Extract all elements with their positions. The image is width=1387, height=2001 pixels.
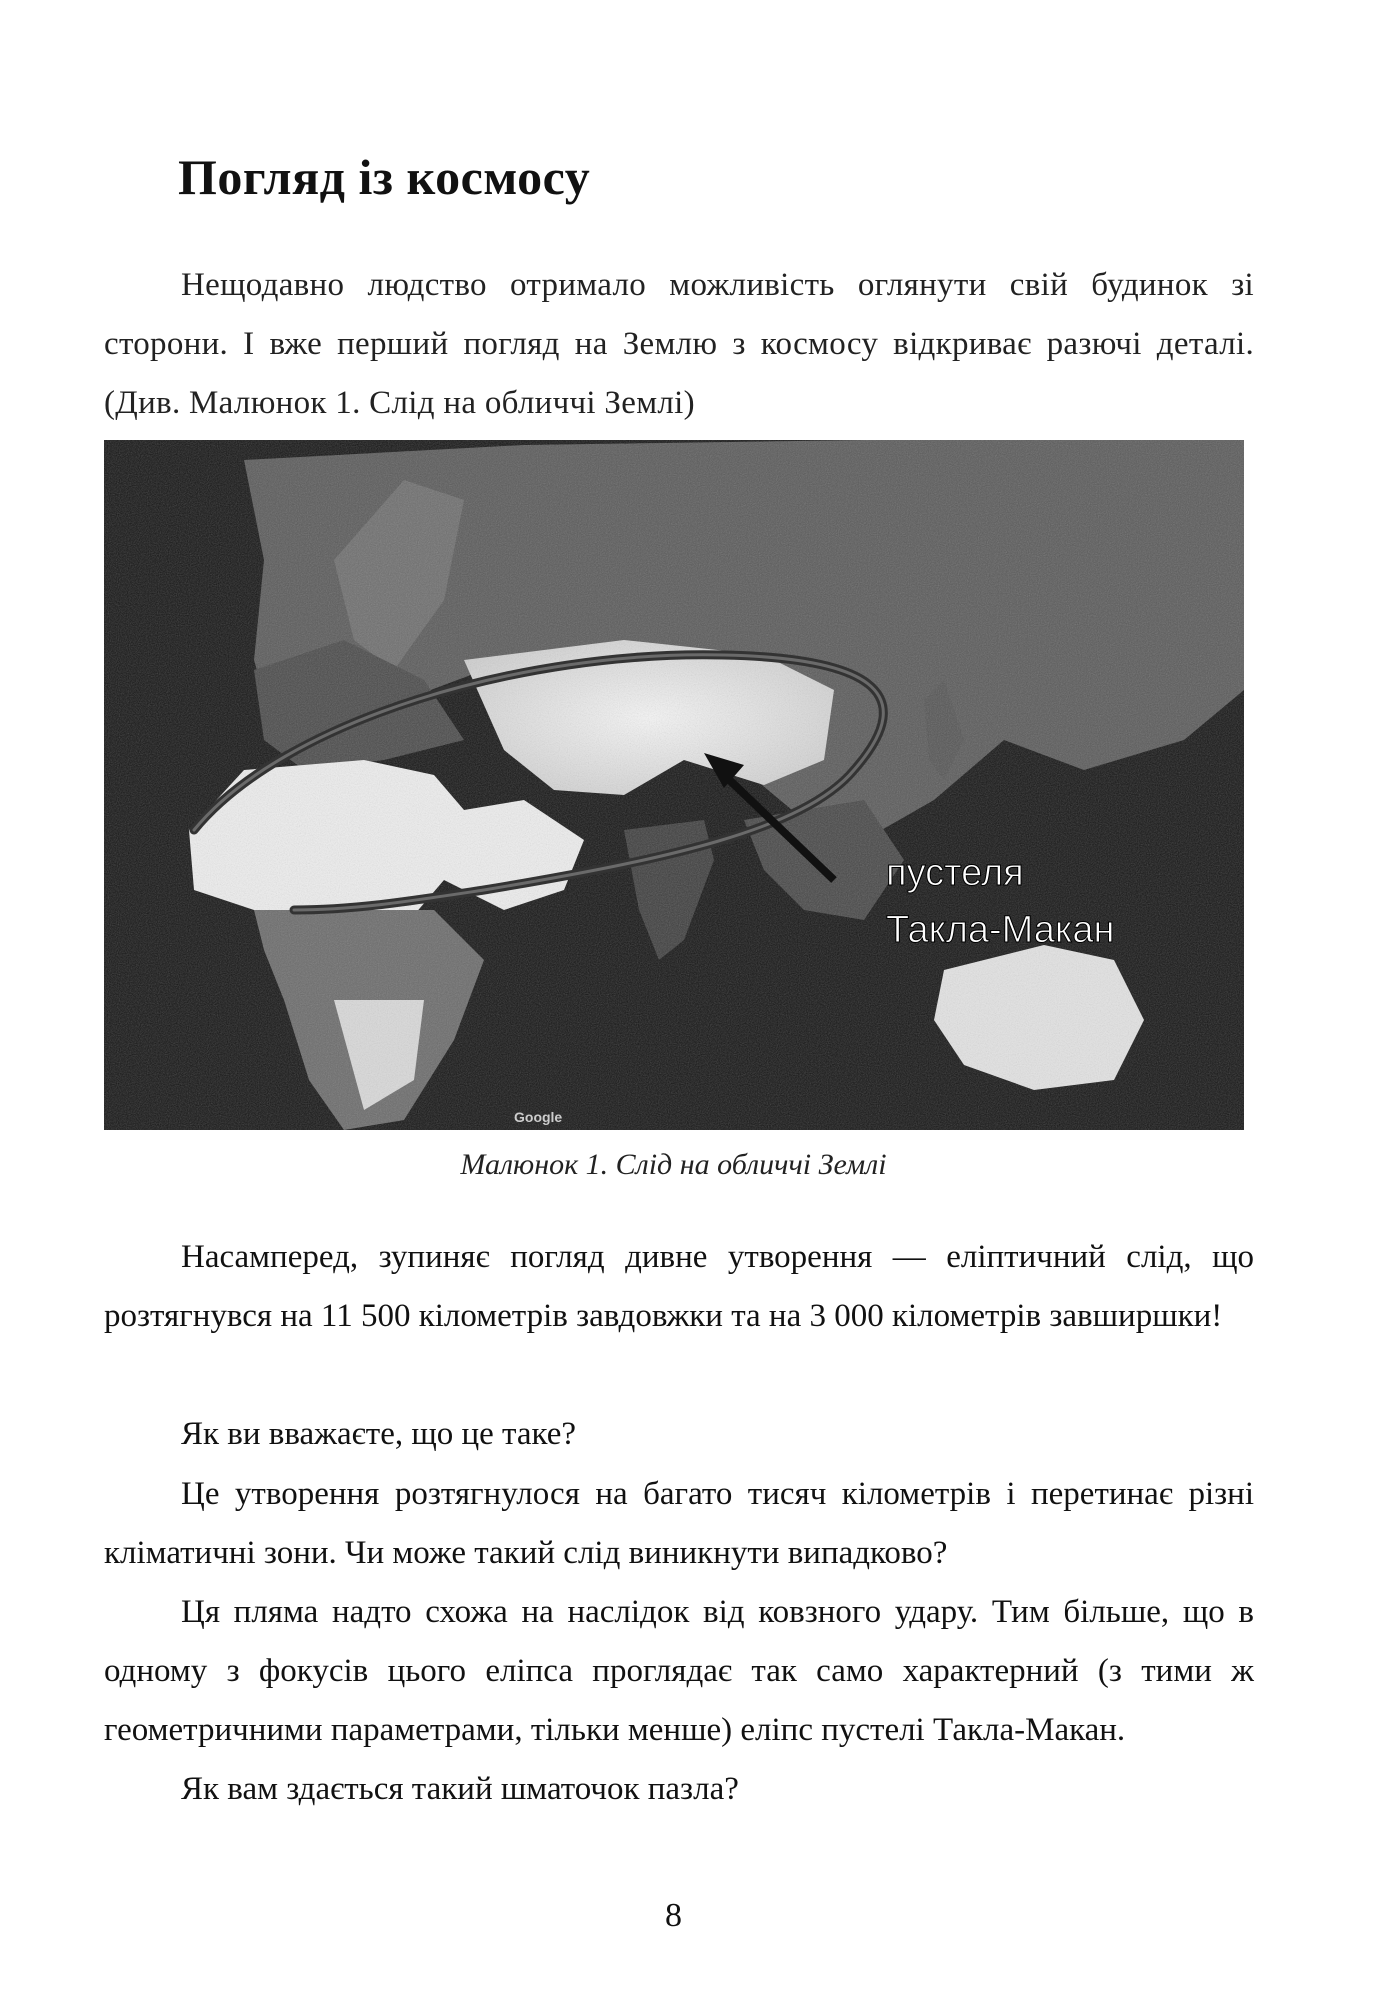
body-paragraph-4: Ця пляма надто схожа на наслідок від ковзного удару. Тим більше, що в одному з фокусів цього еліпса проглядає так само характерний (з тими ж геометричними параметрами, тільки менше) еліпс пустелі Такла-Макан. — [104, 1594, 1254, 1748]
body-paragraph-3: Це утворення розтягнулося на багато тисяч кілометрів і перетинає різні кліматичні зони. Чи може такий слід виникнути випадково? — [104, 1476, 1254, 1571]
page-title: Погляд із космосу — [178, 149, 591, 205]
label-taklamakan: Такла-Макан — [886, 909, 1115, 951]
body-paragraph-2: Як ви вважаєте, що це таке? — [181, 1416, 577, 1452]
label-desert: пустеля — [886, 852, 1024, 894]
satellite-map-figure — [104, 440, 1244, 1130]
intro-paragraph: Нещодавно людство отримало можливість оглянути свій будинок зі сторони. І вже перший погляд на Землю з космосу відкриває разючі деталі. (Див. Малюнок 1. Слід на обличчі Землі) — [104, 267, 1254, 421]
google-watermark: Google — [514, 1109, 563, 1125]
body-paragraph-1: Насамперед, зупиняє погляд дивне утворення — еліптичний слід, що розтягнувся на 11 500 кілометрів завдовжки та на 3 000 кілометрів завширшки! — [104, 1239, 1254, 1334]
figure-caption: Малюнок 1. Слід на обличчі Землі — [460, 1148, 887, 1181]
page-number: 8 — [665, 1897, 682, 1934]
body-paragraph-5: Як вам здається такий шматочок пазла? — [181, 1771, 739, 1807]
satellite-map-image — [104, 440, 1244, 1130]
